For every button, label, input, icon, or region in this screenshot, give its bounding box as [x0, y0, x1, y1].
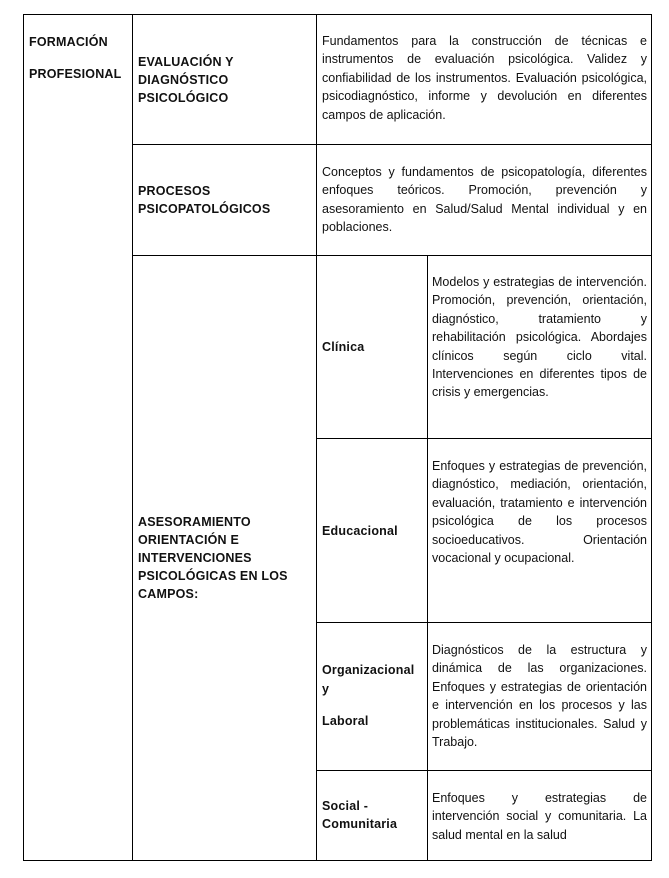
field-name-organizacional: Organizacional	[322, 663, 415, 677]
row-divider-5	[316, 770, 652, 771]
field-name-clinica-cell	[322, 256, 426, 438]
psicopatologicos-title: PROCESOS PSICOPATOLÓGICOS	[138, 184, 271, 216]
evaluacion-title-cell	[138, 15, 313, 144]
formacion-label: FORMACIÓN	[29, 35, 108, 49]
field-name-laboral: Laboral	[322, 714, 369, 728]
table-border-left	[23, 14, 24, 861]
evaluacion-description-cell	[322, 32, 647, 124]
table-border-bottom	[23, 860, 652, 861]
profesional-label: PROFESIONAL	[29, 67, 122, 81]
psicopatologicos-description: Conceptos y fundamentos de psicopatología, diferentes enfoques teóricos. Promoción, prevención y asesoramiento en Salud/Salud Mental individual y en poblaciones.	[322, 165, 647, 235]
field-description-organizacional-cell	[432, 641, 647, 751]
psicopatologicos-description-cell	[322, 163, 647, 237]
field-name-educacional-cell	[322, 439, 426, 622]
field-description-social: Enfoques y estrategias de intervención social y comunitaria. La salud mental en la salud	[432, 791, 647, 842]
field-name-organizacional-cell	[322, 661, 426, 731]
field-name-y: y	[322, 682, 330, 696]
row-divider-4	[316, 622, 652, 623]
field-name-comunitaria: Comunitaria	[322, 817, 398, 831]
field-description-educacional-cell	[432, 457, 647, 567]
field-name-social-cell	[322, 797, 426, 833]
field-description-clinica-cell	[432, 273, 647, 402]
field-description-social-cell	[432, 789, 647, 859]
field-description-clinica: Modelos y estrategias de intervención. Promoción, prevención, orientación, diagnóstico, tratamiento y rehabilitación psicológica. Abordajes clínicos según ciclo vital. Intervenciones en diferentes tipos de crisis y emergencias.	[432, 275, 647, 400]
asesoramiento-title: ASESORAMIENTO ORIENTACIÓN E INTERVENCIONES PSICOLÓGICAS EN LOS CAMPOS:	[138, 515, 288, 601]
psicopatologicos-title-cell	[138, 145, 313, 255]
field-name-clinica: Clínica	[322, 340, 365, 354]
field-name-social: Social -	[322, 799, 369, 813]
field-name-educacional: Educacional	[322, 523, 398, 538]
asesoramiento-title-cell	[138, 256, 314, 860]
evaluacion-title: EVALUACIÓN Y DIAGNÓSTICO PSICOLÓGICO	[138, 54, 234, 105]
table-border-top	[23, 14, 652, 15]
column-divider-1	[132, 14, 133, 861]
evaluacion-description: Fundamentos para la construcción de técnicas e instrumentos de evaluación psicológica. Validez y confiabilidad de los instrumentos. Evaluación psicológica, psicodiagnóstico, informe y devolución en diferentes campos de aplicación.	[322, 34, 647, 122]
field-description-educacional: Enfoques y estrategias de prevención, diagnóstico, mediación, orientación, evaluación, tratamiento e intervención psicológica de los procesos socioeducativos. Orientación vocacional y ocupacional.	[432, 459, 647, 566]
field-description-organizacional: Diagnósticos de la estructura y dinámica de las organizaciones. Enfoques y estrategias de orientación e intervención en los procesos y las problemáticas institucionales. Salud y Trabajo.	[432, 643, 647, 750]
formacion-profesional-cell	[29, 33, 131, 83]
